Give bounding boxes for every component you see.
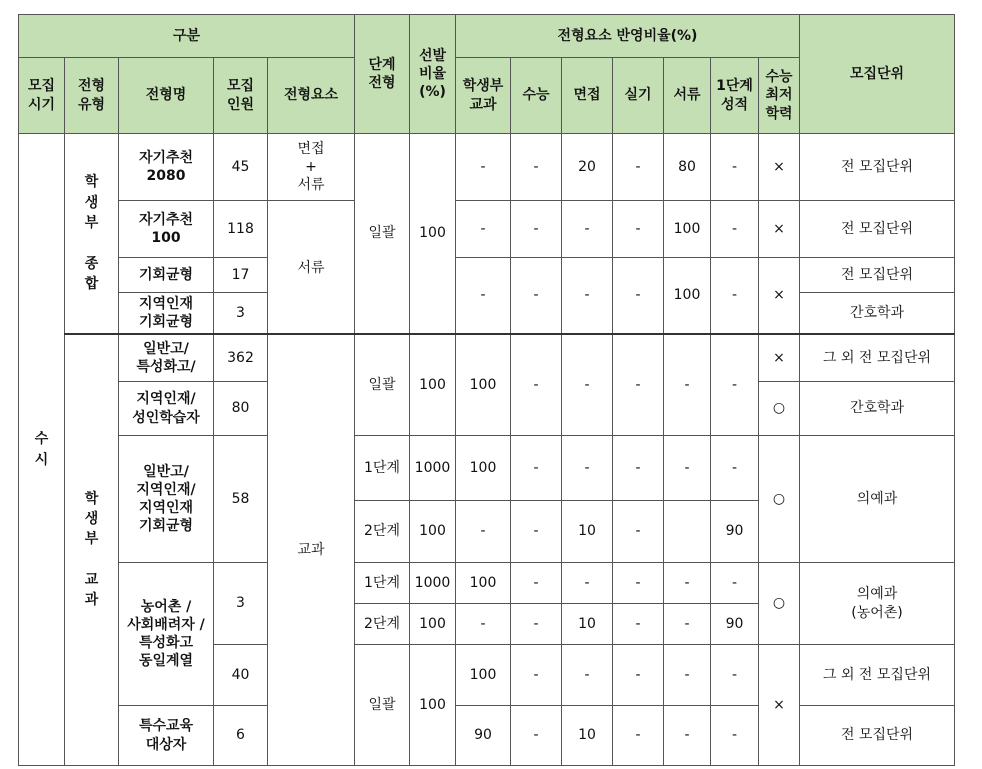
cell-value: - — [613, 563, 664, 604]
header-practical: 실기 — [613, 58, 664, 134]
cell-ratio: 100 — [410, 134, 456, 334]
cell-value: - — [511, 436, 562, 501]
cell-value: - — [562, 258, 613, 334]
cell-stage: 1단계 — [355, 436, 410, 501]
cell-quota: 80 — [214, 382, 268, 436]
cell-value: 100 — [664, 201, 711, 258]
cell-value: - — [511, 645, 562, 706]
cell-value: - — [511, 563, 562, 604]
cell-value: - — [711, 645, 759, 706]
cell-value: - — [613, 334, 664, 436]
cell-min-req: ○ — [759, 382, 800, 436]
cell-stage: 일괄 — [355, 134, 410, 334]
cell-value: - — [613, 436, 664, 501]
cell-unit: 전 모집단위 — [800, 134, 955, 201]
cell-name: 기회균형 — [119, 258, 214, 293]
cell-unit: 의예과 (농어촌) — [800, 563, 955, 645]
cell-ratio: 100 — [410, 501, 456, 563]
cell-ratio: 100 — [410, 334, 456, 436]
cell-value: - — [456, 501, 511, 563]
cell-value: 100 — [456, 563, 511, 604]
cell-value: 10 — [562, 604, 613, 645]
cell-element: 서류 — [268, 201, 355, 334]
cell-ratio: 1000 — [410, 436, 456, 501]
header-period: 모집 시기 — [19, 58, 65, 134]
cell-value: - — [613, 604, 664, 645]
cell-quota: 3 — [214, 563, 268, 645]
cell-quota: 118 — [214, 201, 268, 258]
header-unit: 모집단위 — [800, 15, 955, 134]
cell-value: - — [562, 334, 613, 436]
cell-value: - — [613, 706, 664, 766]
cell-min-req: × — [759, 334, 800, 382]
cell-unit: 의예과 — [800, 436, 955, 563]
cell-name: 일반고/ 지역인재/ 지역인재 기회균형 — [119, 436, 214, 563]
header-min-requirement: 수능 최저 학력 — [759, 58, 800, 134]
cell-quota: 45 — [214, 134, 268, 201]
cell-value: 100 — [456, 436, 511, 501]
cell-min-req: × — [759, 201, 800, 258]
cell-value: - — [664, 334, 711, 436]
cell-unit: 그 외 전 모집단위 — [800, 645, 955, 706]
cell-value: - — [613, 258, 664, 334]
cell-unit: 간호학과 — [800, 293, 955, 334]
cell-value: - — [613, 201, 664, 258]
cell-ratio: 100 — [410, 645, 456, 766]
cell-value: 20 — [562, 134, 613, 201]
cell-unit: 그 외 전 모집단위 — [800, 334, 955, 382]
cell-value: - — [711, 201, 759, 258]
cell-name: 지역인재/ 성인학습자 — [119, 382, 214, 436]
cell-value: - — [511, 134, 562, 201]
cell-unit: 전 모집단위 — [800, 706, 955, 766]
cell-value: - — [456, 201, 511, 258]
admission-table — [18, 14, 955, 766]
cell-quota: 58 — [214, 436, 268, 563]
header-student-record: 학생부 교과 — [456, 58, 511, 134]
cell-value: - — [511, 604, 562, 645]
cell-value: - — [511, 258, 562, 334]
cell-stage: 1단계 — [355, 563, 410, 604]
cell-value: - — [613, 501, 664, 563]
cell-value: - — [613, 645, 664, 706]
cell-ratio: 1000 — [410, 563, 456, 604]
cell-stage: 일괄 — [355, 645, 410, 766]
cell-min-req: × — [759, 645, 800, 766]
cell-period: 수 시 — [19, 134, 65, 766]
cell-element: 면접 + 서류 — [268, 134, 355, 201]
cell-value: - — [711, 258, 759, 334]
header-suneung: 수능 — [511, 58, 562, 134]
header-quota: 모집 인원 — [214, 58, 268, 134]
cell-stage: 2단계 — [355, 604, 410, 645]
cell-value: - — [562, 563, 613, 604]
header-selection-ratio: 선발 비율 (%) — [410, 15, 456, 134]
cell-value: 90 — [456, 706, 511, 766]
cell-value: - — [664, 563, 711, 604]
cell-name: 일반고/ 특성화고/ — [119, 334, 214, 382]
cell-stage: 일괄 — [355, 334, 410, 436]
cell-value: - — [711, 436, 759, 501]
cell-value: - — [562, 436, 613, 501]
cell-min-req: × — [759, 134, 800, 201]
cell-name: 농어촌 / 사회배려자 / 특성화고 동일계열 — [119, 563, 214, 706]
cell-value: - — [711, 563, 759, 604]
cell-quota: 6 — [214, 706, 268, 766]
header-gubun: 구분 — [19, 15, 355, 58]
cell-min-req: × — [759, 258, 800, 334]
cell-value: 100 — [456, 645, 511, 706]
cell-value: - — [664, 436, 711, 501]
cell-type-comprehensive: 학 생 부 종 합 — [65, 134, 119, 334]
header-element: 전형요소 — [268, 58, 355, 134]
cell-name: 자기추천 2080 — [119, 134, 214, 201]
cell-value: - — [664, 645, 711, 706]
cell-name: 지역인재 기회균형 — [119, 293, 214, 334]
cell-value: - — [613, 134, 664, 201]
cell-element: 교과 — [268, 334, 355, 766]
cell-quota: 40 — [214, 645, 268, 706]
header-elements-ratio: 전형요소 반영비율(%) — [456, 15, 800, 58]
header-name: 전형명 — [119, 58, 214, 134]
cell-value: - — [511, 706, 562, 766]
cell-quota: 3 — [214, 293, 268, 334]
cell-ratio: 100 — [410, 604, 456, 645]
cell-value: 10 — [562, 706, 613, 766]
cell-type-grades: 학 생 부 교 과 — [65, 334, 119, 766]
cell-min-req: ○ — [759, 436, 800, 563]
header-stage: 단계 전형 — [355, 15, 410, 134]
cell-value: - — [711, 334, 759, 436]
cell-stage: 2단계 — [355, 501, 410, 563]
cell-value: - — [562, 645, 613, 706]
cell-value: 10 — [562, 501, 613, 563]
cell-name: 자기추천 100 — [119, 201, 214, 258]
header-type: 전형 유형 — [65, 58, 119, 134]
cell-value: 100 — [456, 334, 511, 436]
cell-value: 80 — [664, 134, 711, 201]
cell-value: - — [511, 501, 562, 563]
cell-value: - — [711, 134, 759, 201]
header-interview: 면접 — [562, 58, 613, 134]
cell-value: - — [456, 134, 511, 201]
cell-value: - — [711, 706, 759, 766]
cell-value: - — [456, 258, 511, 334]
cell-quota: 17 — [214, 258, 268, 293]
cell-unit: 전 모집단위 — [800, 258, 955, 293]
cell-quota: 362 — [214, 334, 268, 382]
cell-unit: 간호학과 — [800, 382, 955, 436]
cell-value: - — [511, 334, 562, 436]
cell-name: 특수교육 대상자 — [119, 706, 214, 766]
header-stage1-score: 1단계 성적 — [711, 58, 759, 134]
cell-value: 90 — [711, 604, 759, 645]
cell-value: - — [664, 604, 711, 645]
cell-value: - — [664, 706, 711, 766]
cell-value: - — [456, 604, 511, 645]
cell-value: 90 — [711, 501, 759, 563]
cell-value — [664, 501, 711, 563]
cell-unit: 전 모집단위 — [800, 201, 955, 258]
cell-value: - — [562, 201, 613, 258]
cell-value: 100 — [664, 258, 711, 334]
header-documents: 서류 — [664, 58, 711, 134]
cell-min-req: ○ — [759, 563, 800, 645]
cell-value: - — [511, 201, 562, 258]
